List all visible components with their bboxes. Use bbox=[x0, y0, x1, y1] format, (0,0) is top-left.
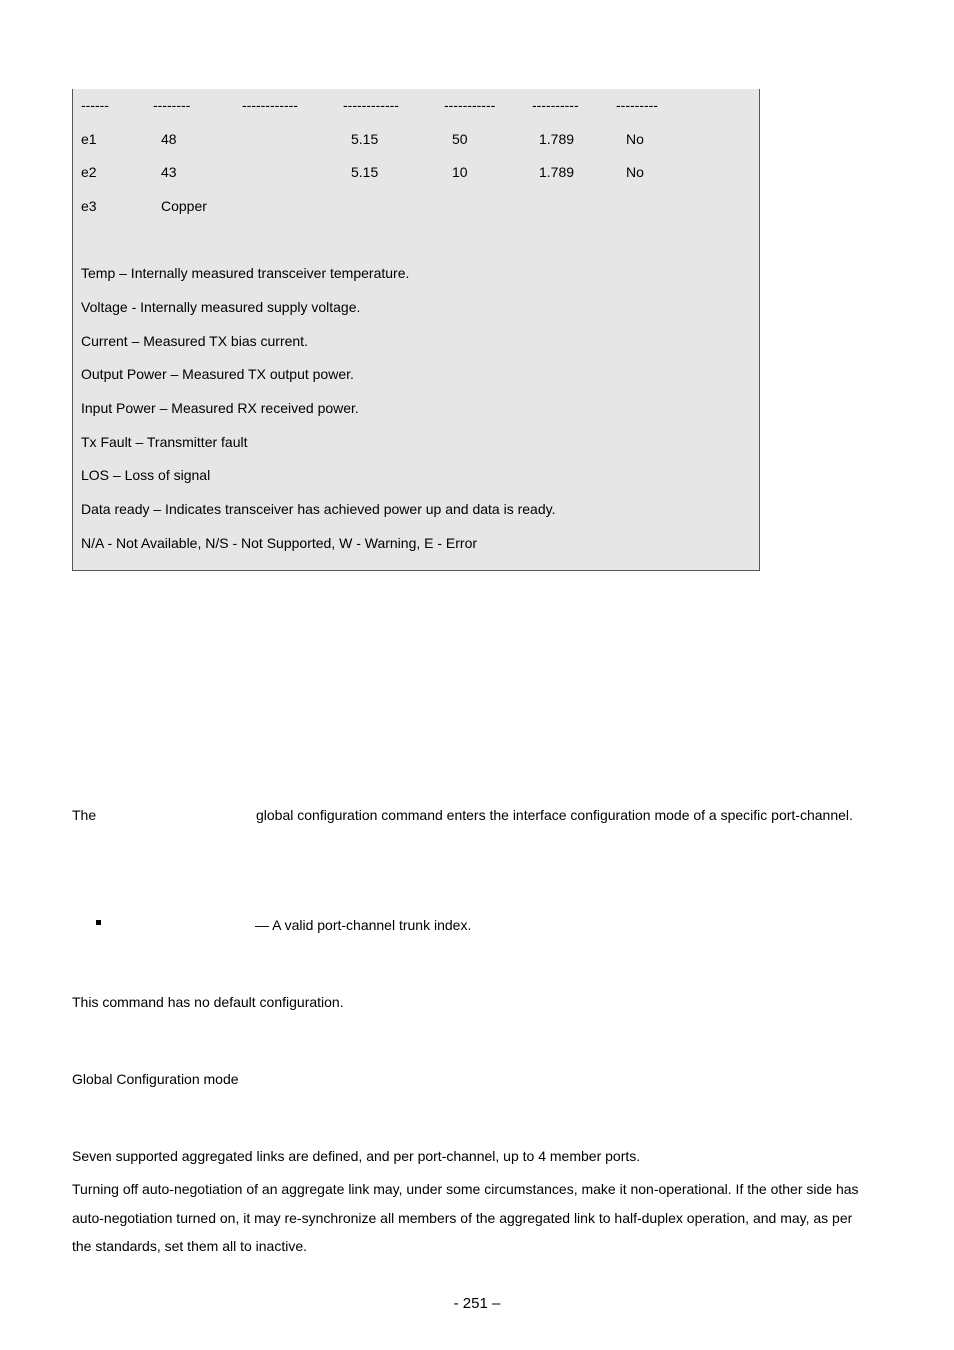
row-e2-tx-fault: No bbox=[626, 164, 644, 180]
row-e1-current: 50 bbox=[452, 131, 468, 147]
row-e1-temp: 48 bbox=[161, 131, 177, 147]
description-text: global configuration command enters the interface configuration mode of a specific port-channel. bbox=[256, 807, 853, 823]
bullet-icon bbox=[96, 920, 101, 925]
separator-voltage: ------------ bbox=[242, 97, 298, 113]
separator-tx-fault: --------- bbox=[616, 97, 658, 113]
row-e1-output-power: 1.789 bbox=[539, 131, 575, 147]
default-configuration-text: This command has no default configuration. bbox=[72, 994, 344, 1010]
row-e3-port: e3 bbox=[81, 198, 97, 214]
console-output-box bbox=[72, 89, 760, 571]
legend-current: Current – Measured TX bias current. bbox=[81, 333, 308, 349]
legend-data-ready: Data ready – Indicates transceiver has achieved power up and data is ready. bbox=[81, 501, 556, 517]
page-number: - 251 – bbox=[453, 1295, 501, 1312]
guideline-paragraph-2-line-1: Turning off auto-negotiation of an aggregate link may, under some circumstances, make it non-operational. If the other side has bbox=[72, 1181, 859, 1197]
legend-output-power: Output Power – Measured TX output power. bbox=[81, 366, 354, 382]
legend-abbreviations: N/A - Not Available, N/S - Not Supported, W - Warning, E - Error bbox=[81, 535, 478, 551]
legend-los: LOS – Loss of signal bbox=[81, 467, 211, 483]
row-e1-port: e1 bbox=[81, 131, 97, 147]
parameter-description: — A valid port-channel trunk index. bbox=[255, 917, 472, 933]
row-e2-port: e2 bbox=[81, 164, 97, 180]
legend-temp: Temp – Internally measured transceiver temperature. bbox=[81, 265, 410, 281]
legend-input-power: Input Power – Measured RX received power. bbox=[81, 400, 359, 416]
row-e2-current: 10 bbox=[452, 164, 468, 180]
description-lead: The bbox=[72, 807, 97, 823]
separator-input-power: ---------- bbox=[532, 97, 579, 113]
legend-voltage: Voltage - Internally measured supply voltage. bbox=[81, 299, 361, 315]
row-e2-voltage: 5.15 bbox=[351, 164, 379, 180]
guideline-paragraph-2-line-2: auto-negotiation turned on, it may re-synchronize all members of the aggregated link to half-duplex operation, and may, as per bbox=[72, 1210, 853, 1226]
command-mode-text: Global Configuration mode bbox=[72, 1071, 239, 1087]
legend-tx-fault: Tx Fault – Transmitter fault bbox=[81, 434, 248, 450]
guideline-paragraph-1: Seven supported aggregated links are defined, and per port-channel, up to 4 member ports. bbox=[72, 1148, 641, 1164]
guideline-paragraph-2-line-3: the standards, set them all to inactive. bbox=[72, 1238, 308, 1254]
row-e1-tx-fault: No bbox=[626, 131, 644, 147]
separator-current: ------------ bbox=[343, 97, 399, 113]
row-e3-temp: Copper bbox=[161, 198, 207, 214]
separator-temp: -------- bbox=[153, 97, 191, 113]
row-e1-voltage: 5.15 bbox=[351, 131, 379, 147]
row-e2-temp: 43 bbox=[161, 164, 177, 180]
separator-port: ------ bbox=[81, 97, 109, 113]
separator-output-power: ----------- bbox=[444, 97, 496, 113]
row-e2-output-power: 1.789 bbox=[539, 164, 575, 180]
